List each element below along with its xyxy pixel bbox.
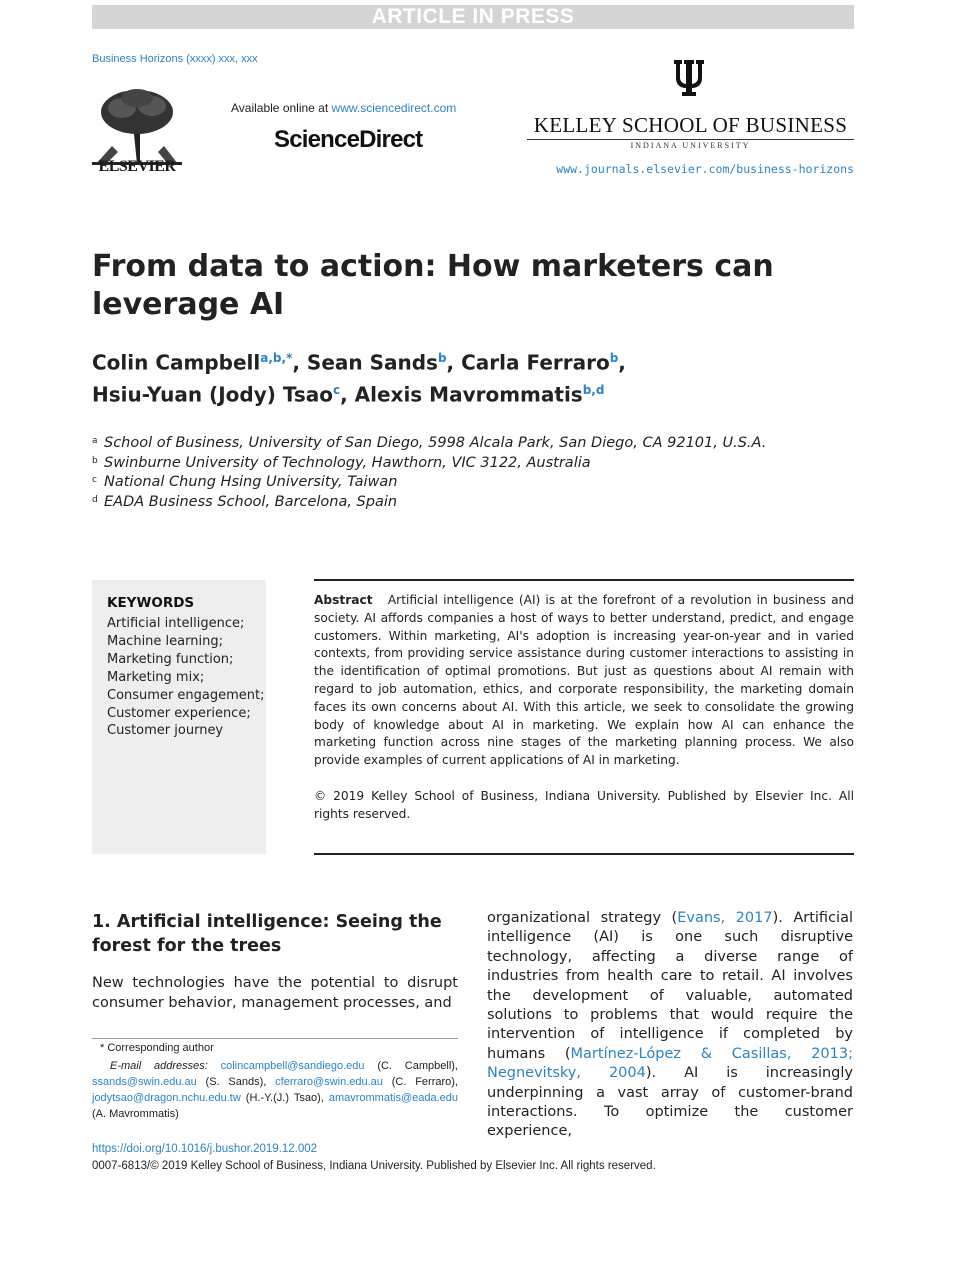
affiliation-list [92, 434, 812, 512]
email-link[interactable]: ssands@swin.edu.au [92, 1076, 197, 1088]
sciencedirect-link[interactable]: www.sciencedirect.com [331, 101, 457, 115]
abstract-top-rule [314, 579, 854, 581]
available-prefix: Available online at [231, 101, 332, 115]
affiliation-item [92, 454, 812, 474]
author-affiliation-marker[interactable]: b [437, 351, 447, 365]
body-text: ). Artificial intelligence (AI) is one such disruptive technology, affecting a diverse range of industries from health care to retail. AI involves the development of valuable, automated solutions to problems that would require the intervention of intelligence if completed by humans ( [487, 910, 853, 1062]
author-affiliation-marker[interactable]: a,b,* [260, 351, 293, 365]
author-affiliation-marker[interactable]: b,d [582, 382, 605, 397]
section-heading: 1. Artificial intelligence: Seeing the forest for the trees [92, 912, 442, 956]
keyword-item: Artificial intelligence; [107, 616, 245, 631]
abstract-text: Artificial intelligence (AI) is at the forefront of a revolution in business and society. AI affords companies a host of ways to better understand, predict, and engage customers. Within marketing, AI's adoption is increasing year-on-year and in varied contexts, from providing service assistance during customer interactions to assisting in the identification of optimal promotions. But just as questions about AI remain with regard to job automation, ethics, and corporate responsibility, the marketing domain faces its own concerns about AI. With this article, we seek to consolidate the growing body of knowledge about AI in marketing. We explain how AI can enhance the marketing function across nine stages of the marketing planning process. We also provide examples of current applications of AI in marketing. [314, 593, 855, 768]
author-separator: , [340, 382, 355, 407]
doi-link[interactable]: https://doi.org/10.1016/j.bushor.2019.12.002 [92, 1143, 318, 1155]
keywords-heading: KEYWORDS [107, 595, 195, 611]
author-separator: , [446, 350, 462, 375]
corresponding-author-note: * Corresponding author [100, 1042, 214, 1054]
affiliation-key: a [92, 436, 98, 446]
author-name: Colin Campbell [92, 350, 261, 375]
email-owner: (H.-Y.(J.) Tsao), [240, 1092, 329, 1104]
email-owner: (A. Mavrommatis) [92, 1108, 179, 1120]
affiliation-text: Swinburne University of Technology, Hawthorn, VIC 3122, Australia [104, 454, 591, 471]
email-addresses [92, 1058, 458, 1122]
email-link[interactable]: amavrommatis@eada.edu [328, 1092, 458, 1104]
article-title: From data to action: How marketers can leverage AI [92, 249, 774, 322]
email-owner: (S. Sands), [196, 1076, 276, 1088]
abstract-label: Abstract [314, 593, 373, 607]
affiliation-key: d [92, 494, 98, 505]
email-owner: (C. Ferraro), [382, 1076, 458, 1088]
elsevier-wordmark: ELSEVIER [98, 158, 176, 175]
footnote-rule [92, 1038, 458, 1039]
affiliation-key: c [92, 475, 97, 485]
abstract-body [314, 592, 854, 770]
available-online [231, 101, 456, 115]
body-text: ). AI is increasingly underpinning a vast array of customer-brand interactions. To optimize the customer experience, [487, 1065, 853, 1140]
keyword-item: Customer experience; [107, 705, 251, 721]
author-affiliation-marker[interactable]: b [609, 351, 619, 365]
email-label: E-mail addresses: [110, 1060, 221, 1072]
email-link[interactable]: colincampbell@sandiego.edu [220, 1060, 365, 1072]
citation-link[interactable]: Martínez-López & Casillas, 2013; Negnevitsky, 2004 [487, 1045, 853, 1082]
keyword-item: Machine learning; [107, 633, 223, 649]
kelley-university: INDIANA UNIVERSITY [630, 141, 751, 150]
affiliation-text: EADA Business School, Barcelona, Spain [104, 493, 398, 510]
affiliation-item [92, 473, 812, 493]
abstract-bottom-rule [314, 853, 854, 855]
keyword-item: Consumer engagement; [107, 687, 265, 703]
kelley-school-name: KELLEY SCHOOL OF BUSINESS [533, 113, 848, 137]
journal-reference[interactable]: Business Horizons (xxxx) xxx, xxx [92, 53, 258, 65]
email-link[interactable]: cferraro@swin.edu.au [275, 1076, 383, 1088]
email-link[interactable]: jodytsao@dragon.nchu.edu.tw [92, 1092, 241, 1104]
author-affiliation-marker[interactable]: c [332, 382, 341, 397]
issn-copyright: 0007-6813/© 2019 Kelley School of Business, Indiana University. Published by Elsevier Inc. All rights reserved. [92, 1160, 656, 1172]
article-in-press-banner: ARTICLE IN PRESS [92, 5, 854, 29]
author-name: Carla Ferraro [461, 350, 610, 375]
sciencedirect-logo: ScienceDirect [274, 126, 423, 153]
author-separator: , [618, 350, 626, 375]
affiliation-text: National Chung Hsing University, Taiwan [104, 474, 398, 490]
affiliation-item [92, 493, 812, 513]
affiliation-key: b [92, 455, 98, 466]
author-name: Alexis Mavrommatis [354, 382, 583, 407]
keywords-list [107, 615, 265, 740]
indiana-university-trident-icon [670, 56, 708, 100]
body-text: organizational strategy ( [487, 910, 678, 926]
citation-link[interactable]: Evans, 2017 [677, 910, 773, 926]
author-separator: , [292, 350, 307, 375]
affiliation-item [92, 434, 812, 454]
keyword-item: Customer journey [107, 723, 224, 739]
body-paragraph-right [487, 909, 853, 1142]
keyword-item: Marketing mix; [107, 669, 205, 685]
kelley-divider [527, 139, 854, 140]
body-paragraph-left: New technologies have the potential to disrupt consumer behavior, management processes, and [92, 975, 458, 1011]
keyword-item: Marketing function; [107, 651, 234, 667]
author-name: Hsiu-Yuan (Jody) Tsao [92, 382, 333, 407]
journal-url-link[interactable]: www.journals.elsevier.com/business-horizons [556, 162, 854, 176]
affiliation-text: School of Business, University of San Diego, 5998 Alcala Park, San Diego, CA 92101, U.S.A. [104, 435, 767, 451]
abstract-copyright: © 2019 Kelley School of Business, Indiana University. Published by Elsevier Inc. All rights reserved. [314, 789, 854, 821]
author-name: Sean Sands [306, 350, 438, 375]
author-list [92, 345, 852, 408]
email-owner: (C. Campbell), [364, 1060, 458, 1072]
